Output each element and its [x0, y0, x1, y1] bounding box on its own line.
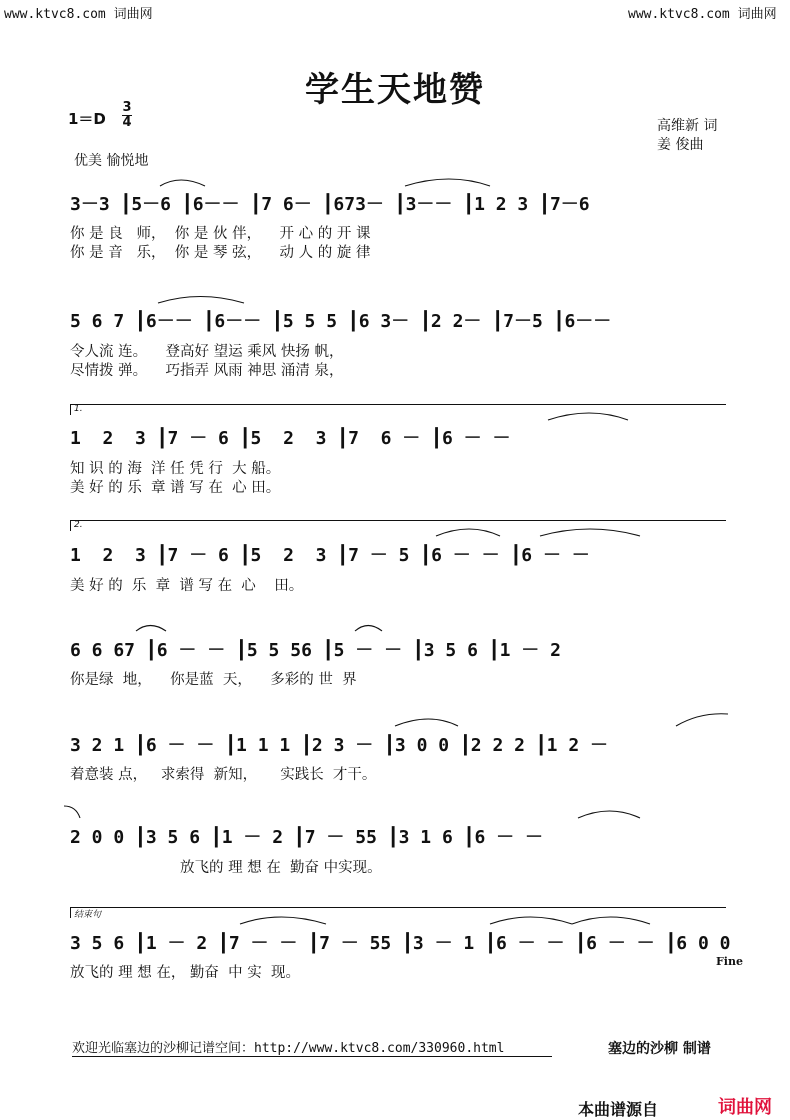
volta-label: 1.: [74, 404, 83, 414]
lyrics-row-4-verse-1: 美 好 的 乐 章 谱 写 在 心 田。: [70, 578, 304, 594]
site-watermark-left: www.ktvc8.com 词曲网: [4, 7, 153, 22]
notes-row-2: 5 6 7 ┃6－－ ┃6－－ ┃5 5 5 ┃6 3－ ┃2 2－ ┃7－5 ┃6－－: [70, 311, 612, 332]
lyrics-row-2-verse-1: 令人流 连。 登高好 望运 乘风 快扬 帆，: [70, 344, 344, 360]
site-watermark-right: www.ktvc8.com 词曲网: [628, 7, 777, 22]
volta-first-ending: [70, 404, 726, 415]
time-signature-top: 3: [122, 100, 132, 115]
notes-row-4: 1 2 3 ┃7 － 6 ┃5 2 3 ┃7 － 5 ┃6 － － ┃6 － －: [70, 545, 590, 566]
lyrics-row-2-verse-2: 尽情拨 弹。 巧指弄 风雨 神思 涌清 泉，: [70, 363, 344, 379]
volta-label: 2.: [74, 520, 83, 530]
lyrics-row-5: 你是绿 地， 你是蓝 天， 多彩的 世 界: [70, 672, 357, 688]
song-title: 学生天地赞: [305, 70, 485, 110]
coda-label: 结束句: [74, 910, 102, 920]
coda-bracket: [70, 907, 726, 918]
lyrics-row-6: 着意装 点， 求索得 新知， 实践长 才干。: [70, 767, 377, 783]
source-label: 本曲谱源自: [578, 1100, 659, 1119]
site-logo: 词曲网: [718, 1097, 772, 1118]
footer-divider: [72, 1056, 552, 1057]
lyrics-row-1-verse-1: 你 是 良 师， 你 是 伙 伴， 开 心 的 开 课: [70, 226, 371, 242]
lyrics-row-3-verse-1: 知 识 的 海 洋 任 凭 行 大 船。: [70, 461, 281, 477]
lyrics-row-7: 放飞的 理 想 在 勤奋 中实现。: [180, 860, 382, 876]
lyrics-row-1-verse-2: 你 是 音 乐， 你 是 琴 弦， 动 人 的 旋 律: [70, 245, 371, 261]
notes-row-1: 3－3 ┃5－6 ┃6－－ ┃7 6－ ┃673－ ┃3－－ ┃1 2 3 ┃7－6: [70, 194, 590, 215]
time-signature: [122, 101, 132, 130]
notes-row-5: 6 6 67 ┃6 － － ┃5 5 56 ┃5 － － ┃3 5 6 ┃1 － 2: [70, 640, 561, 661]
notes-row-6: 3 2 1 ┃6 － － ┃1 1 1 ┃2 3 － ┃3 0 0 ┃2 2 2 ┃1 2 －: [70, 735, 608, 756]
tempo-mood: 优美 愉悦地: [74, 153, 149, 169]
fine-marking: Fine: [716, 955, 743, 968]
notes-row-8: 3 5 6 ┃1 － 2 ┃7 － － ┃7 － 55 ┃3 － 1 ┃6 － － ┃6 － － ┃6 0 0: [70, 933, 731, 954]
lyrics-row-3-verse-2: 美 好 的 乐 章 谱 写 在 心 田。: [70, 480, 281, 496]
time-signature-bottom: 4: [122, 115, 132, 130]
notes-row-7: 2 0 0 ┃3 5 6 ┃1 － 2 ┃7 － 55 ┃3 1 6 ┃6 － －: [70, 827, 543, 848]
transcriber-credit: 塞边的沙柳 制谱: [608, 1041, 711, 1057]
composer-credit: 姜 俊曲: [657, 137, 704, 153]
lyricist-credit: 高维新 词: [657, 118, 718, 134]
volta-second-ending: [70, 520, 726, 531]
key-signature: 1＝D: [68, 110, 106, 128]
footer-link-text: 欢迎光临塞边的沙柳记谱空间：http://www.ktvc8.com/330960.html: [72, 1041, 505, 1056]
lyrics-row-8: 放飞的 理 想 在， 勤奋 中 实 现。: [70, 965, 300, 981]
notes-row-3: 1 2 3 ┃7 － 6 ┃5 2 3 ┃7 6 － ┃6 － －: [70, 428, 511, 449]
